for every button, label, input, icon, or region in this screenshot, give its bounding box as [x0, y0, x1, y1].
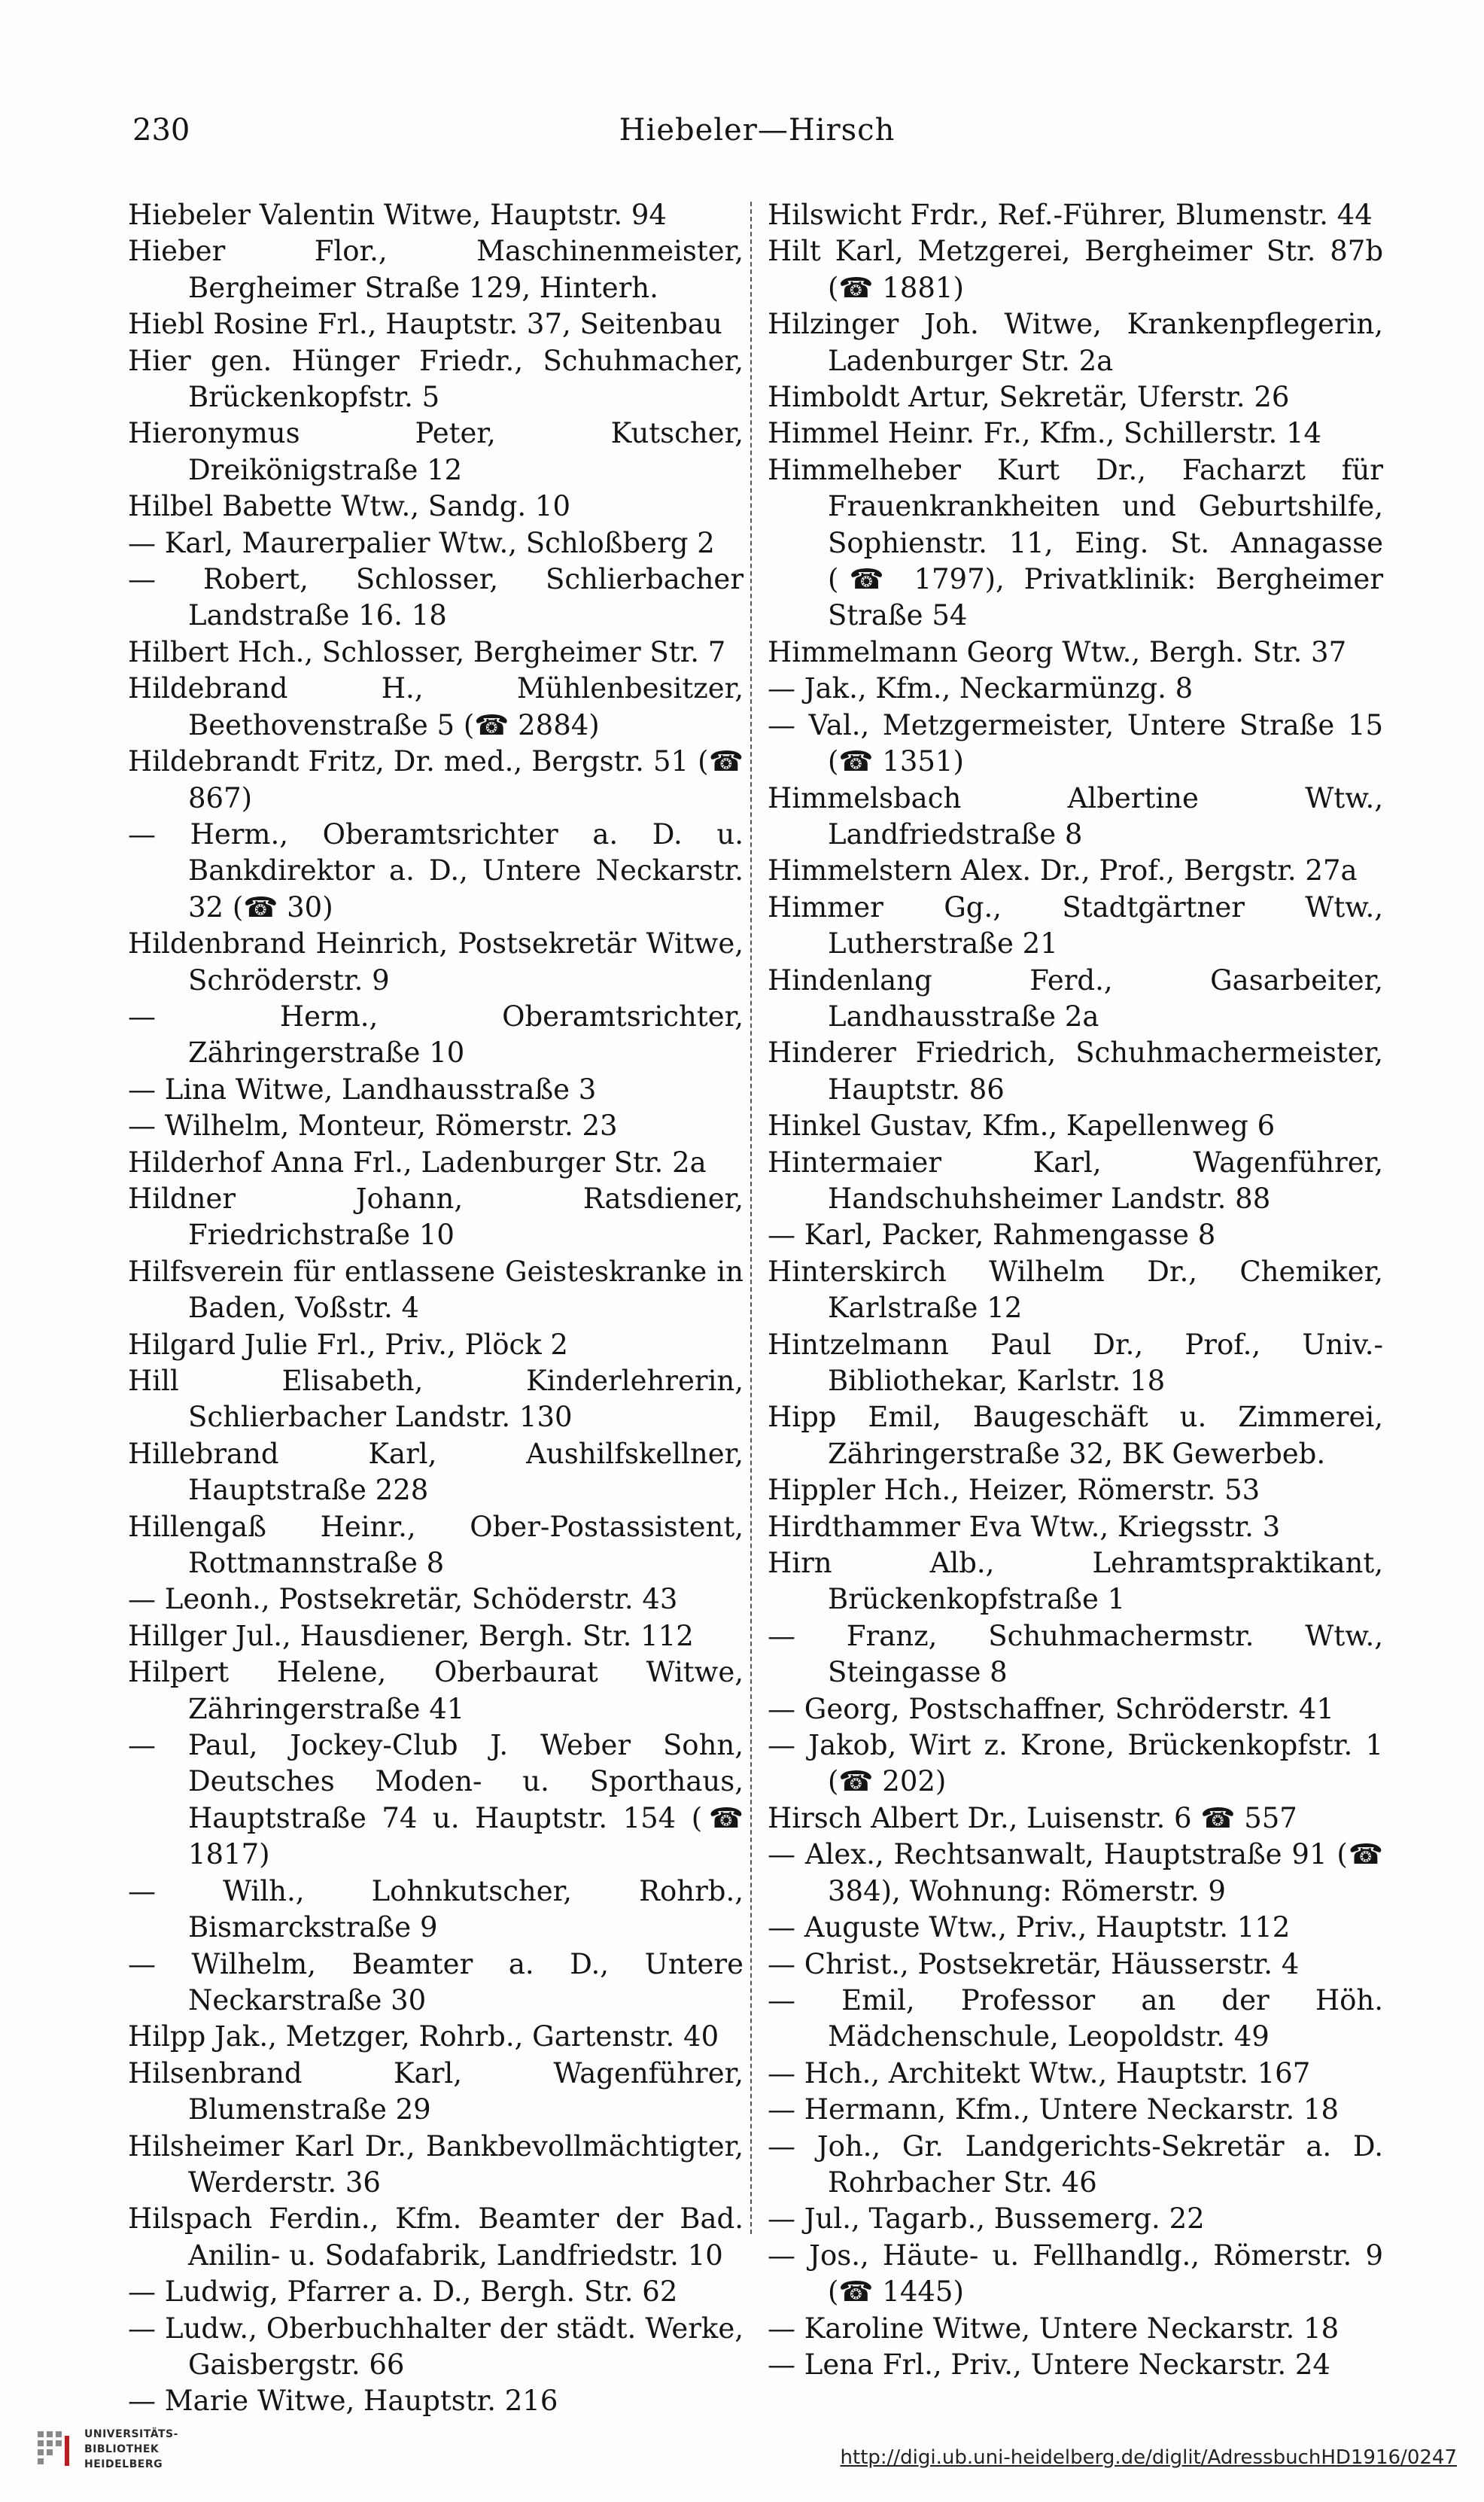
- directory-entry: Hilbert Hch., Schlosser, Bergheimer Str. 7: [128, 635, 726, 668]
- directory-entry: Hippler Hch., Heizer, Römerstr. 53: [768, 1474, 1260, 1507]
- directory-entry: — Val., Metzgermeister, Untere Straße 15 (☎ 1351): [768, 708, 1383, 778]
- directory-entry: Hilgard Julie Frl., Priv., Plöck 2: [128, 1328, 568, 1361]
- directory-entry: — Ludwig, Pfarrer a. D., Bergh. Str. 62: [128, 2275, 678, 2309]
- directory-entry: Hilspach Ferdin., Kfm. Beamter der Bad. Anilin- u. Sodafabrik, Landfriedstr. 10: [128, 2202, 744, 2272]
- directory-entry: Hilbel Babette Wtw., Sandg. 10: [128, 490, 571, 523]
- directory-entry: Himmelmann Georg Wtw., Bergh. Str. 37: [768, 635, 1347, 668]
- directory-entry: Hieronymus Peter, Kutscher, Dreikönigstraße 12: [128, 417, 744, 486]
- directory-entry: Hillebrand Karl, Aushilfskellner, Hauptstraße 228: [128, 1437, 744, 1507]
- directory-entry: Hill Elisabeth, Kinderlehrerin, Schlierbacher Landstr. 130: [128, 1365, 744, 1434]
- directory-entry: Hier gen. Hünger Friedr., Schuhmacher, Brückenkopfstr. 5: [128, 344, 744, 414]
- directory-entry: — Lina Witwe, Landhausstraße 3: [128, 1073, 597, 1106]
- logo-line-3: HEIDELBERG: [84, 2458, 163, 2470]
- directory-entry: Hirdthammer Eva Wtw., Kriegsstr. 3: [768, 1510, 1281, 1543]
- directory-entry: — Jak., Kfm., Neckarmünzg. 8: [768, 672, 1194, 705]
- directory-entry: Himmelstern Alex. Dr., Prof., Bergstr. 27a: [768, 854, 1358, 887]
- directory-entry: — Joh., Gr. Landgerichts-Sekretär a. D. Rohrbacher Str. 46: [768, 2129, 1383, 2199]
- directory-entry: Hinderer Friedrich, Schuhmachermeister, Hauptstr. 86: [768, 1036, 1383, 1106]
- directory-entry: Hildner Johann, Ratsdiener, Friedrichstraße 10: [128, 1182, 744, 1252]
- directory-entry: — Jul., Tagarb., Bussemerg. 22: [768, 2202, 1205, 2236]
- directory-entry: Hiebeler Valentin Witwe, Hauptstr. 94: [128, 199, 667, 231]
- directory-entry: Hiebl Rosine Frl., Hauptstr. 37, Seitenbau: [128, 308, 722, 341]
- directory-entry: Hinterskirch Wilhelm Dr., Chemiker, Karlstraße 12: [768, 1255, 1383, 1325]
- logo-line-1: UNIVERSITÄTS-: [84, 2428, 178, 2440]
- directory-entry: Hildebrandt Fritz, Dr. med., Bergstr. 51 (☎ 867): [128, 745, 744, 814]
- right-column: [768, 197, 1383, 2383]
- directory-entry: — Wilh., Lohnkutscher, Rohrb., Bismarckstraße 9: [128, 1874, 744, 1944]
- directory-entry: — Herm., Oberamtsrichter a. D. u. Bankdirektor a. D., Untere Neckarstr. 32 (☎ 30): [128, 817, 744, 924]
- directory-entry: — Christ., Postsekretär, Häusserstr. 4: [768, 1947, 1300, 1980]
- directory-entry: Himmelsbach Albertine Wtw., Landfriedstraße 8: [768, 781, 1383, 851]
- directory-entry: Hintermaier Karl, Wagenführer, Handschuhsheimer Landstr. 88: [768, 1146, 1383, 1215]
- running-head: [132, 113, 1382, 158]
- directory-entry: — Emil, Professor an der Höh. Mädchenschule, Leopoldstr. 49: [768, 1983, 1383, 2053]
- directory-entry: — Wilhelm, Monteur, Römerstr. 23: [128, 1109, 618, 1143]
- directory-entry: — Auguste Wtw., Priv., Hauptstr. 112: [768, 1911, 1291, 1944]
- directory-entry: Hilsenbrand Karl, Wagenführer, Blumenstraße 29: [128, 2056, 744, 2126]
- directory-entry: — Leonh., Postsekretär, Schöderstr. 43: [128, 1583, 678, 1616]
- source-url-link[interactable]: http://digi.ub.uni-heidelberg.de/diglit/AdressbuchHD1916/0247: [840, 2446, 1457, 2469]
- directory-entry: Hilzinger Joh. Witwe, Krankenpflegerin, Ladenburger Str. 2a: [768, 308, 1383, 377]
- directory-entry: Hillger Jul., Hausdiener, Bergh. Str. 112: [128, 1619, 694, 1652]
- directory-entry: — Wilhelm, Beamter a. D., Untere Neckarstraße 30: [128, 1947, 744, 2017]
- directory-entry: Himmel Heinr. Fr., Kfm., Schillerstr. 14: [768, 417, 1322, 450]
- directory-entry: Himmelheber Kurt Dr., Facharzt für Frauenkrankheiten und Geburtshilfe, Sophienstr. 11, Eing. St. Annagasse (☎ 1797), Privatklinik: Bergheimer Straße 54: [768, 453, 1383, 632]
- directory-entry: Hieber Flor., Maschinenmeister, Bergheimer Straße 129, Hinterh.: [128, 235, 744, 304]
- column-divider: [750, 202, 752, 2234]
- directory-entry: Hirn Alb., Lehramtspraktikant, Brückenkopfstraße 1: [768, 1547, 1383, 1616]
- directory-entry: — Jakob, Wirt z. Krone, Brückenkopfstr. 1 (☎ 202): [768, 1729, 1383, 1798]
- directory-entry: Hirsch Albert Dr., Luisenstr. 6 ☎ 557: [768, 1801, 1297, 1834]
- directory-entry: — Hch., Architekt Wtw., Hauptstr. 167: [768, 2056, 1311, 2090]
- directory-entry: Hillengaß Heinr., Ober-Postassistent, Rottmannstraße 8: [128, 1510, 744, 1580]
- logo-line-2: BIBLIOTHEK: [84, 2443, 160, 2455]
- directory-entry: Himmer Gg., Stadtgärtner Wtw., Lutherstraße 21: [768, 890, 1383, 960]
- left-column: [128, 197, 744, 2420]
- directory-entry: Hindenlang Ferd., Gasarbeiter, Landhausstraße 2a: [768, 963, 1383, 1033]
- directory-entry: — Lena Frl., Priv., Untere Neckarstr. 24: [768, 2348, 1330, 2381]
- directory-entry: Hipp Emil, Baugeschäft u. Zimmerei, Zähringerstraße 32, BK Gewerbeb.: [768, 1401, 1383, 1470]
- directory-entry: Hilsheimer Karl Dr., Bankbevollmächtigter, Werderstr. 36: [128, 2129, 744, 2199]
- directory-entry: — Georg, Postschaffner, Schröderstr. 41: [768, 1692, 1334, 1725]
- directory-entry: — Karl, Maurerpalier Wtw., Schloßberg 2: [128, 526, 715, 559]
- directory-entry: Hilt Karl, Metzgerei, Bergheimer Str. 87b (☎ 1881): [768, 235, 1383, 304]
- directory-entry: — Franz, Schuhmachermstr. Wtw., Steingasse 8: [768, 1619, 1383, 1689]
- directory-entry: — Alex., Rechtsanwalt, Hauptstraße 91 (☎ 384), Wohnung: Römerstr. 9: [768, 1838, 1383, 1907]
- directory-entry: Hilpp Jak., Metzger, Rohrb., Gartenstr. 40: [128, 2020, 719, 2053]
- library-logo: [30, 2422, 278, 2482]
- directory-entry: Hildenbrand Heinrich, Postsekretär Witwe, Schröderstr. 9: [128, 927, 744, 997]
- library-logo-icon: [30, 2425, 78, 2473]
- directory-entry: — Marie Witwe, Hauptstr. 216: [128, 2385, 558, 2418]
- directory-entry: Hintzelmann Paul Dr., Prof., Univ.-Bibliothekar, Karlstr. 18: [768, 1328, 1383, 1397]
- directory-entry: Hilswicht Frdr., Ref.-Führer, Blumenstr. 44: [768, 199, 1373, 231]
- directory-entry: — Jos., Häute- u. Fellhandlg., Römerstr. 9 (☎ 1445): [768, 2239, 1383, 2309]
- page-heading: Hiebeler—Hirsch: [619, 113, 896, 148]
- directory-entry: Hilfsverein für entlassene Geisteskranke in Baden, Voßstr. 4: [128, 1255, 744, 1325]
- directory-entry: Hinkel Gustav, Kfm., Kapellenweg 6: [768, 1109, 1276, 1143]
- directory-entry: Hilpert Helene, Oberbaurat Witwe, Zähringerstraße 41: [128, 1656, 744, 1725]
- directory-entry: — Robert, Schlosser, Schlierbacher Landstraße 16. 18: [128, 563, 744, 632]
- directory-entry: — Karoline Witwe, Untere Neckarstr. 18: [768, 2312, 1340, 2345]
- directory-entry: Hildebrand H., Mühlenbesitzer, Beethovenstraße 5 (☎ 2884): [128, 672, 744, 741]
- directory-entry: — Herm., Oberamtsrichter, Zähringerstraße 10: [128, 1000, 744, 1070]
- directory-entry: — Ludw., Oberbuchhalter der städt. Werke, Gaisbergstr. 66: [128, 2312, 744, 2381]
- directory-entry: Himboldt Artur, Sekretär, Uferstr. 26: [768, 381, 1290, 414]
- page-number: 230: [132, 113, 190, 148]
- directory-entry: — Karl, Packer, Rahmengasse 8: [768, 1219, 1216, 1252]
- directory-entry: — Hermann, Kfm., Untere Neckarstr. 18: [768, 2093, 1340, 2126]
- directory-entry: Hilderhof Anna Frl., Ladenburger Str. 2a: [128, 1146, 707, 1179]
- directory-entry: — Paul, Jockey-Club J. Weber Sohn, Deutsches Moden- u. Sporthaus, Hauptstraße 74 u. Hauptstr. 154 (☎ 1817): [128, 1729, 744, 1871]
